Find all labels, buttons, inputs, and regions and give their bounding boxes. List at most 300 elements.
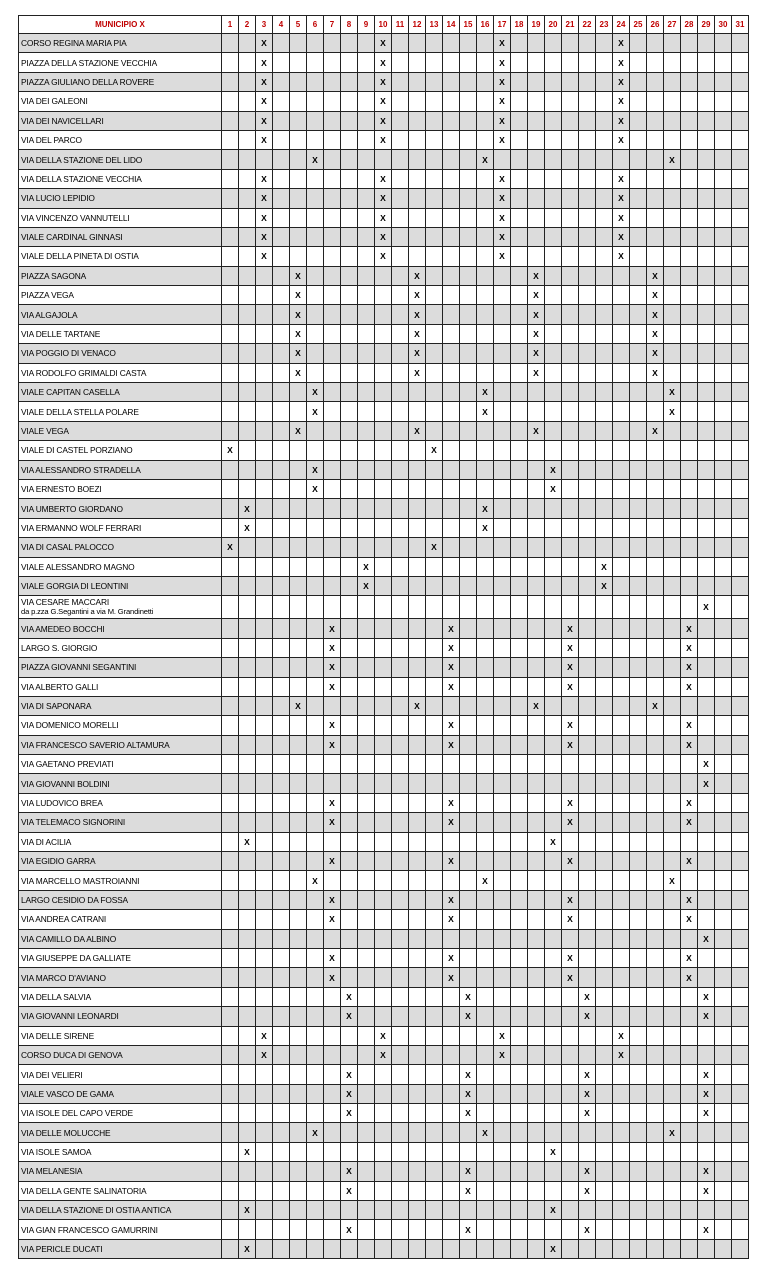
day-cell xyxy=(698,1045,715,1064)
day-cell xyxy=(698,72,715,91)
day-cell xyxy=(392,716,409,735)
day-cell xyxy=(596,53,613,72)
day-cell xyxy=(715,479,732,498)
day-cell xyxy=(273,1045,290,1064)
day-cell xyxy=(681,208,698,227)
day-cell xyxy=(681,363,698,382)
table-row xyxy=(19,286,749,305)
day-cell xyxy=(562,871,579,890)
day-cell xyxy=(596,34,613,53)
day-cell xyxy=(290,1104,307,1123)
day-cell xyxy=(545,596,562,619)
day-cell xyxy=(307,286,324,305)
day-cell-marked: X xyxy=(562,948,579,967)
day-cell xyxy=(613,1239,630,1258)
day-cell xyxy=(307,813,324,832)
day-cell xyxy=(256,441,273,460)
day-cell xyxy=(613,1104,630,1123)
day-cell-marked: X xyxy=(341,1084,358,1103)
day-cell xyxy=(460,832,477,851)
day-cell-marked: X xyxy=(375,189,392,208)
day-cell-marked: X xyxy=(545,460,562,479)
street-name-cell: VIALE DI CASTEL PORZIANO xyxy=(19,441,222,460)
day-cell xyxy=(732,479,749,498)
day-cell xyxy=(681,755,698,774)
day-cell xyxy=(647,208,664,227)
day-cell xyxy=(545,755,562,774)
day-cell xyxy=(681,1123,698,1142)
day-cell xyxy=(443,518,460,537)
street-name-cell: VIA TELEMACO SIGNORINI xyxy=(19,813,222,832)
day-cell xyxy=(222,130,239,149)
day-cell xyxy=(307,1084,324,1103)
day-cell xyxy=(222,1065,239,1084)
day-cell xyxy=(290,227,307,246)
day-cell xyxy=(256,948,273,967)
day-cell xyxy=(290,518,307,537)
day-cell-marked: X xyxy=(290,305,307,324)
day-cell xyxy=(698,538,715,557)
day-cell-marked: X xyxy=(647,324,664,343)
day-cell xyxy=(358,987,375,1006)
day-cell xyxy=(681,227,698,246)
day-cell xyxy=(545,890,562,909)
day-cell xyxy=(511,987,528,1006)
day-cell xyxy=(664,1084,681,1103)
day-cell xyxy=(562,72,579,91)
day-cell xyxy=(273,1123,290,1142)
day-cell xyxy=(460,871,477,890)
day-cell xyxy=(545,441,562,460)
day-cell xyxy=(613,518,630,537)
day-cell xyxy=(613,1123,630,1142)
day-cell xyxy=(477,1239,494,1258)
day-cell xyxy=(613,441,630,460)
day-cell xyxy=(392,813,409,832)
day-cell xyxy=(290,1181,307,1200)
day-cell-marked: X xyxy=(613,169,630,188)
day-cell xyxy=(579,305,596,324)
day-cell xyxy=(477,247,494,266)
day-cell xyxy=(528,189,545,208)
day-cell-marked: X xyxy=(545,1239,562,1258)
day-cell xyxy=(647,34,664,53)
day-cell xyxy=(290,793,307,812)
day-cell xyxy=(222,53,239,72)
day-cell xyxy=(528,247,545,266)
day-cell xyxy=(715,402,732,421)
day-cell xyxy=(239,813,256,832)
day-cell xyxy=(256,735,273,754)
day-cell xyxy=(494,696,511,715)
day-cell xyxy=(562,402,579,421)
day-cell xyxy=(460,910,477,929)
day-cell xyxy=(341,363,358,382)
day-cell xyxy=(715,247,732,266)
day-cell-marked: X xyxy=(613,189,630,208)
day-cell xyxy=(341,538,358,557)
day-cell xyxy=(256,363,273,382)
day-cell xyxy=(732,421,749,440)
day-cell xyxy=(545,813,562,832)
day-cell xyxy=(460,92,477,111)
day-cell xyxy=(392,948,409,967)
day-cell-marked: X xyxy=(409,421,426,440)
day-cell xyxy=(494,852,511,871)
day-cell xyxy=(681,987,698,1006)
day-cell xyxy=(664,1142,681,1161)
day-cell xyxy=(545,1065,562,1084)
day-cell xyxy=(494,266,511,285)
day-cell xyxy=(715,813,732,832)
street-name-cell: VIALE DELLA STELLA POLARE xyxy=(19,402,222,421)
day-cell xyxy=(477,929,494,948)
table-row xyxy=(19,735,749,754)
day-cell xyxy=(273,987,290,1006)
day-cell xyxy=(290,538,307,557)
day-cell xyxy=(460,150,477,169)
day-cell xyxy=(732,968,749,987)
day-cell xyxy=(511,735,528,754)
day-cell xyxy=(460,1026,477,1045)
day-cell xyxy=(647,150,664,169)
day-cell-marked: X xyxy=(698,1065,715,1084)
day-cell xyxy=(426,813,443,832)
street-name-cell: PIAZZA SAGONA xyxy=(19,266,222,285)
day-cell xyxy=(409,968,426,987)
table-row xyxy=(19,716,749,735)
day-cell xyxy=(511,518,528,537)
day-cell xyxy=(511,1220,528,1239)
day-cell xyxy=(358,968,375,987)
day-cell xyxy=(358,1084,375,1103)
day-cell xyxy=(477,638,494,657)
day-cell xyxy=(341,968,358,987)
day-cell xyxy=(307,910,324,929)
day-cell xyxy=(511,1239,528,1258)
day-cell xyxy=(324,1162,341,1181)
day-cell xyxy=(358,948,375,967)
day-cell xyxy=(443,324,460,343)
day-cell xyxy=(528,1142,545,1161)
day-cell xyxy=(579,658,596,677)
day-cell xyxy=(715,1181,732,1200)
day-cell xyxy=(375,910,392,929)
day-cell xyxy=(392,596,409,619)
day-cell-marked: X xyxy=(562,638,579,657)
day-cell xyxy=(732,247,749,266)
day-cell xyxy=(681,286,698,305)
day-cell xyxy=(630,1065,647,1084)
day-cell xyxy=(307,755,324,774)
day-cell xyxy=(545,324,562,343)
day-cell xyxy=(596,111,613,130)
street-name-cell: VIA DELLA STAZIONE VECCHIA xyxy=(19,169,222,188)
day-cell xyxy=(290,890,307,909)
day-cell xyxy=(596,92,613,111)
day-cell xyxy=(273,716,290,735)
day-cell xyxy=(562,1045,579,1064)
day-cell xyxy=(613,910,630,929)
day-cell xyxy=(409,441,426,460)
day-cell xyxy=(273,266,290,285)
day-cell xyxy=(477,286,494,305)
day-cell-marked: X xyxy=(545,832,562,851)
day-cell xyxy=(715,344,732,363)
street-name-cell: VIA EGIDIO GARRA xyxy=(19,852,222,871)
day-cell xyxy=(528,910,545,929)
day-cell xyxy=(528,518,545,537)
day-cell xyxy=(562,383,579,402)
day-cell xyxy=(324,1045,341,1064)
day-cell xyxy=(341,1201,358,1220)
day-cell xyxy=(222,557,239,576)
day-cell-marked: X xyxy=(256,72,273,91)
day-cell xyxy=(341,72,358,91)
day-cell xyxy=(460,111,477,130)
day-cell xyxy=(307,130,324,149)
day-cell xyxy=(290,1162,307,1181)
day-cell xyxy=(324,832,341,851)
day-cell xyxy=(358,34,375,53)
day-cell xyxy=(358,421,375,440)
table-row xyxy=(19,363,749,382)
day-cell xyxy=(426,383,443,402)
street-name-cell: VIA DOMENICO MORELLI xyxy=(19,716,222,735)
day-cell xyxy=(426,421,443,440)
day-cell xyxy=(477,1181,494,1200)
day-cell xyxy=(494,1065,511,1084)
day-cell xyxy=(545,735,562,754)
day-cell xyxy=(545,150,562,169)
day-cell xyxy=(426,499,443,518)
day-cell xyxy=(698,111,715,130)
day-cell xyxy=(222,638,239,657)
day-cell-marked: X xyxy=(358,557,375,576)
day-cell xyxy=(647,538,664,557)
day-cell xyxy=(681,130,698,149)
day-cell xyxy=(375,638,392,657)
day-cell-marked: X xyxy=(664,402,681,421)
day-cell xyxy=(681,441,698,460)
day-cell xyxy=(426,1181,443,1200)
day-cell xyxy=(681,1007,698,1026)
day-cell xyxy=(630,910,647,929)
day-cell xyxy=(630,871,647,890)
day-cell xyxy=(698,968,715,987)
day-cell xyxy=(698,363,715,382)
day-cell xyxy=(375,596,392,619)
street-name-cell: PIAZZA GIULIANO DELLA ROVERE xyxy=(19,72,222,91)
day-cell xyxy=(256,344,273,363)
day-cell xyxy=(358,852,375,871)
day-cell-marked: X xyxy=(443,968,460,987)
day-cell xyxy=(596,227,613,246)
day-cell xyxy=(324,1084,341,1103)
day-cell xyxy=(239,538,256,557)
day-cell xyxy=(392,576,409,595)
day-cell xyxy=(613,286,630,305)
day-cell xyxy=(375,1065,392,1084)
day-cell xyxy=(681,1026,698,1045)
day-cell xyxy=(596,1239,613,1258)
day-cell-marked: X xyxy=(579,1162,596,1181)
day-cell xyxy=(392,421,409,440)
day-cell xyxy=(732,677,749,696)
table-row xyxy=(19,1084,749,1103)
day-cell-marked: X xyxy=(698,755,715,774)
day-cell xyxy=(664,72,681,91)
day-cell xyxy=(579,638,596,657)
day-cell xyxy=(324,871,341,890)
day-cell xyxy=(426,286,443,305)
day-cell xyxy=(596,130,613,149)
day-cell xyxy=(664,1007,681,1026)
day-cell xyxy=(273,948,290,967)
table-row xyxy=(19,1162,749,1181)
day-cell xyxy=(494,1162,511,1181)
day-cell xyxy=(545,363,562,382)
day-cell xyxy=(545,538,562,557)
day-cell xyxy=(256,774,273,793)
day-cell xyxy=(443,755,460,774)
day-cell-marked: X xyxy=(409,324,426,343)
day-cell xyxy=(715,1123,732,1142)
day-cell-marked: X xyxy=(375,92,392,111)
day-cell xyxy=(426,852,443,871)
day-cell xyxy=(698,266,715,285)
day-cell xyxy=(273,1181,290,1200)
day-cell xyxy=(256,987,273,1006)
day-cell xyxy=(307,1201,324,1220)
day-cell xyxy=(511,208,528,227)
table-row xyxy=(19,619,749,638)
day-cell xyxy=(664,755,681,774)
day-cell-marked: X xyxy=(681,638,698,657)
day-cell-marked: X xyxy=(681,619,698,638)
day-cell xyxy=(324,1142,341,1161)
day-cell xyxy=(613,619,630,638)
street-name-cell: VIA GIUSEPPE DA GALLIATE xyxy=(19,948,222,967)
day-cell xyxy=(528,677,545,696)
day-cell xyxy=(545,189,562,208)
day-cell xyxy=(596,1045,613,1064)
day-cell xyxy=(732,305,749,324)
day-cell-marked: X xyxy=(613,111,630,130)
day-cell xyxy=(273,576,290,595)
header-row xyxy=(19,16,749,34)
day-cell xyxy=(630,460,647,479)
day-cell xyxy=(613,948,630,967)
day-cell-marked: X xyxy=(477,402,494,421)
day-cell xyxy=(698,852,715,871)
schedule-table xyxy=(18,15,749,1259)
day-cell xyxy=(579,576,596,595)
day-cell xyxy=(477,53,494,72)
day-cell xyxy=(426,1045,443,1064)
day-cell xyxy=(664,890,681,909)
day-cell xyxy=(528,402,545,421)
day-cell xyxy=(732,1162,749,1181)
day-cell xyxy=(256,1142,273,1161)
day-cell xyxy=(647,596,664,619)
day-cell xyxy=(392,1026,409,1045)
day-cell xyxy=(341,441,358,460)
day-cell xyxy=(511,1065,528,1084)
day-cell xyxy=(562,1123,579,1142)
day-cell xyxy=(426,72,443,91)
day-cell xyxy=(290,658,307,677)
day-cell xyxy=(681,344,698,363)
day-cell xyxy=(477,227,494,246)
day-cell xyxy=(273,286,290,305)
day-cell xyxy=(409,460,426,479)
day-cell xyxy=(545,1026,562,1045)
day-cell xyxy=(392,557,409,576)
day-cell xyxy=(579,441,596,460)
day-cell xyxy=(596,421,613,440)
day-cell xyxy=(273,557,290,576)
day-cell xyxy=(511,755,528,774)
day-cell xyxy=(562,266,579,285)
day-cell xyxy=(477,658,494,677)
day-cell-marked: X xyxy=(239,518,256,537)
street-name-cell: VIA GIAN FRANCESCO GAMURRINI xyxy=(19,1220,222,1239)
day-cell-marked: X xyxy=(681,910,698,929)
day-cell xyxy=(613,1142,630,1161)
day-cell xyxy=(443,53,460,72)
day-cell-marked: X xyxy=(375,34,392,53)
day-cell xyxy=(596,658,613,677)
day-cell xyxy=(477,910,494,929)
street-name-cell: VIA DELLE TARTANE xyxy=(19,324,222,343)
day-cell xyxy=(562,538,579,557)
day-cell xyxy=(358,1045,375,1064)
day-cell xyxy=(477,1142,494,1161)
day-cell xyxy=(426,150,443,169)
day-cell xyxy=(732,208,749,227)
day-cell xyxy=(477,208,494,227)
day-cell-marked: X xyxy=(443,638,460,657)
day-cell xyxy=(613,402,630,421)
day-cell xyxy=(290,1084,307,1103)
day-cell xyxy=(562,596,579,619)
day-cell xyxy=(239,460,256,479)
day-cell xyxy=(494,383,511,402)
day-cell xyxy=(341,92,358,111)
day-cell xyxy=(375,677,392,696)
day-cell xyxy=(290,832,307,851)
day-cell xyxy=(409,247,426,266)
day-cell xyxy=(358,460,375,479)
day-cell xyxy=(307,111,324,130)
day-cell xyxy=(375,793,392,812)
day-cell xyxy=(409,111,426,130)
day-cell xyxy=(511,227,528,246)
day-cell xyxy=(341,286,358,305)
day-cell xyxy=(647,929,664,948)
day-cell xyxy=(256,1084,273,1103)
day-cell xyxy=(273,189,290,208)
day-cell xyxy=(324,987,341,1006)
day-cell xyxy=(562,189,579,208)
street-name-cell: VIA ERMANNO WOLF FERRARI xyxy=(19,518,222,537)
day-cell xyxy=(681,696,698,715)
day-cell-marked: X xyxy=(613,92,630,111)
day-cell xyxy=(596,305,613,324)
day-cell xyxy=(443,441,460,460)
day-cell xyxy=(324,344,341,363)
